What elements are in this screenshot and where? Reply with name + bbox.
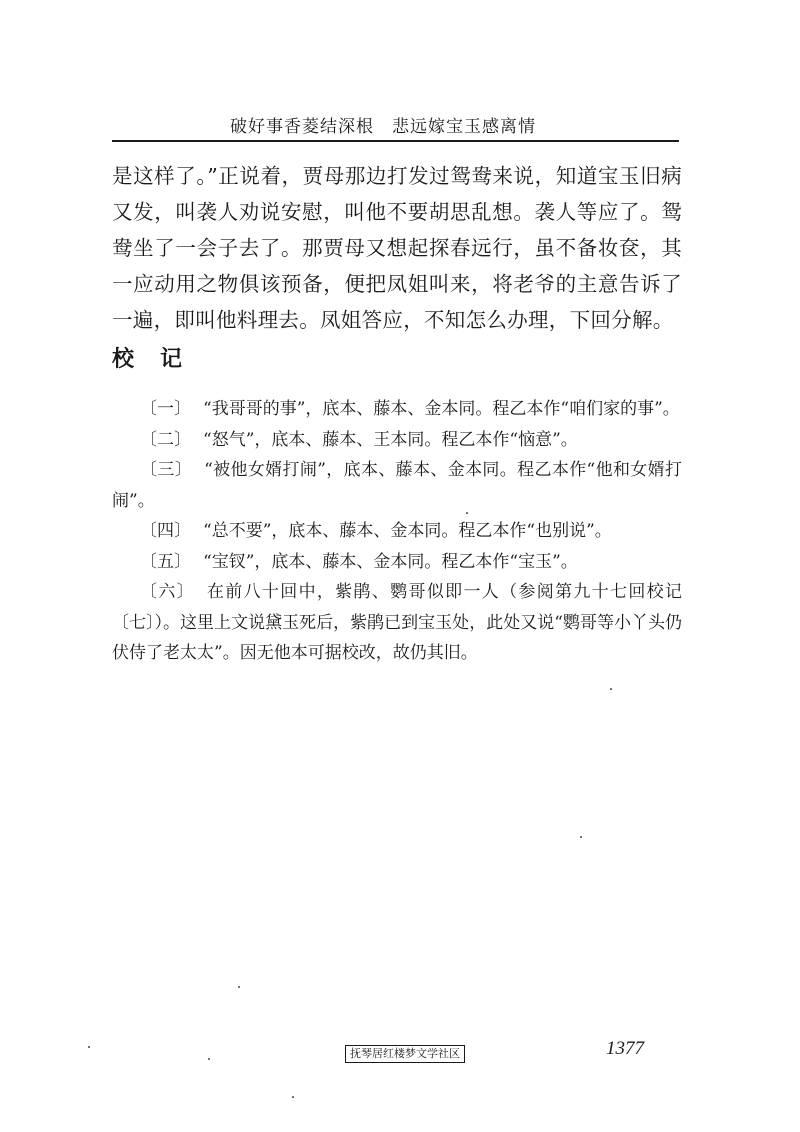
note-text: “被他女婿打闹”，底本、藤本、金本同。程乙本作“他和女婿打闹”。 [112,460,682,511]
note-item [112,577,682,669]
running-head-left: 破好事香菱结深根 [230,117,374,137]
note-text: “我哥哥的事”，底本、藤本、金本同。程乙本作“咱们家的事”。 [203,399,680,419]
running-head [230,112,630,137]
running-head-right: 悲远嫁宝玉感离情 [392,117,536,137]
note-number: 〔六〕 [140,582,195,602]
header-rule [112,140,679,142]
note-item [112,455,682,516]
page-number: 1377 [606,1038,644,1059]
note-item [112,516,682,547]
scan-speck [610,688,612,690]
note-number: 〔一〕 [140,399,191,419]
note-item [112,425,682,456]
note-item [112,547,682,578]
notes-list [112,394,682,669]
note-text: 在前八十回中，紫鹃、鹦哥似即一人（参阅第九十七回校记〔七〕）。这里上文说黛玉死后，紫鹃已到宝玉处，此处又说“鹦哥等小丫头仍伏侍了老太太”。因无他本可据校改，故仍其旧。 [112,582,683,663]
watermark-stamp: 抚琴居红楼梦文学社区 [345,1045,465,1063]
note-number: 〔三〕 [140,460,193,480]
scan-speck [292,1096,294,1098]
note-text: “怒气”，底本、藤本、王本同。程乙本作“恼意”。 [203,429,578,450]
scan-speck [580,836,582,838]
scan-speck [238,986,240,988]
notes-title: 校记 [112,347,209,372]
note-text: “宝钗”，底本、藤本、金本同。程乙本作“宝玉”。 [203,551,578,572]
scan-speck [466,512,468,514]
note-number: 〔五〕 [140,551,191,572]
scan-speck [208,1058,210,1060]
note-text: “总不要”，底本、藤本、金本同。程乙本作“也别说”。 [203,521,612,541]
scan-speck [88,1046,90,1048]
body-paragraph: 是这样了。”正说着，贾母那边打发过鸳鸯来说，知道宝玉旧病又发，叫袭人劝说安慰，叫他不要胡思乱想。袭人等应了。鸳鸯坐了一会子去了。那贾母又想起探春远行，虽不备妆奁，其一应动用之物俱该预备，便把凤姐叫来，将老爷的主意告诉了一遍，即叫他料理去。凤姐答应，不知怎么办理，下回分解。 [112,164,682,332]
note-number: 〔四〕 [140,521,191,541]
note-item [112,394,682,425]
note-number: 〔二〕 [140,429,191,450]
